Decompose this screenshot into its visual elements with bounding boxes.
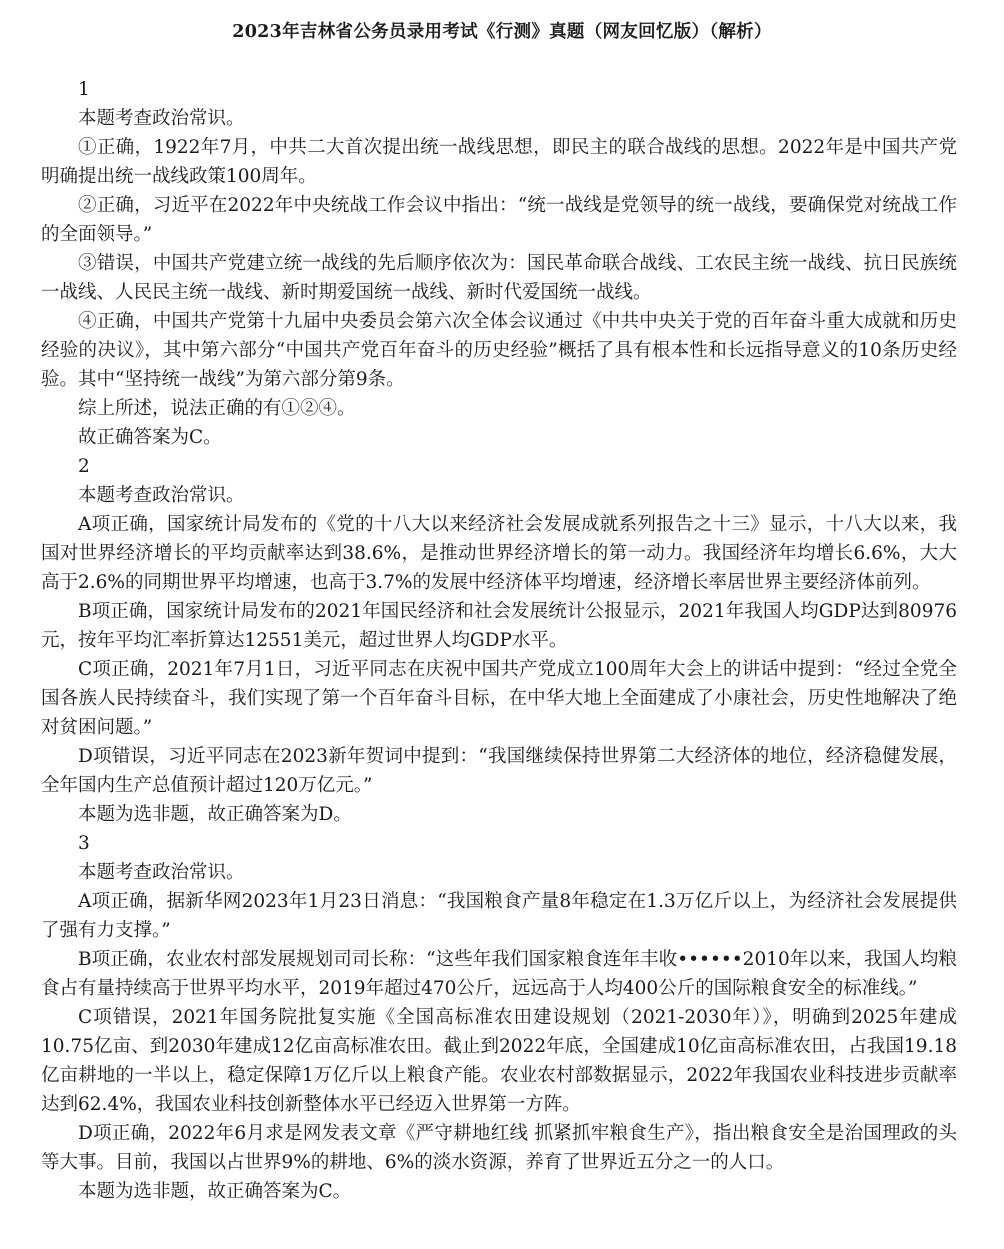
question-number: 1 <box>78 79 90 100</box>
document-title: 2023年吉林省公务员录用考试《行测》真题（网友回忆版）（解析） <box>232 22 772 42</box>
paragraph: ①正确，1922年7月，中共二大首次提出统一战线思想，即民主的联合战线的思想。2022年是中国共产党明确提出统一战线政策100周年。 <box>41 137 957 187</box>
paragraph: ②正确，习近平在2022年中央统战工作会议中指出：“统一战线是党领导的统一战线，要确保党对统战工作的全面领导。” <box>41 195 957 245</box>
answer-line: 本题为选非题，故正确答案为D。 <box>78 804 352 825</box>
paragraph: 综上所述，说法正确的有①②④。 <box>78 398 356 419</box>
paragraph: 本题考查政治常识。 <box>78 485 245 506</box>
paragraph: 本题考查政治常识。 <box>78 862 245 883</box>
paragraph: 本题考查政治常识。 <box>78 108 245 129</box>
question-number: 3 <box>78 833 90 854</box>
paragraph: C项正确，2021年7月1日，习近平同志在庆祝中国共产党成立100周年大会上的讲话中提到：“经过全党全国各族人民持续奋斗，我们实现了第一个百年奋斗目标，在中华大地上全面建成了小康社会，历史性地解决了绝对贫困问题。” <box>41 659 957 738</box>
paragraph: B项正确，农业农村部发展规划司司长称：“这些年我们国家粮食连年丰收••••••2010年以来，我国人均粮食占有量持续高于世界平均水平，2019年超过470公斤，远远高于人均400公斤的国际粮食安全的标准线。” <box>41 949 957 999</box>
paragraph: A项正确，据新华网2023年1月23日消息：“我国粮食产量8年稳定在1.3万亿斤以上，为经济社会发展提供了强有力支撑。” <box>41 891 957 941</box>
paragraph: A项正确，国家统计局发布的《党的十八大以来经济社会发展成就系列报告之十三》显示，十八大以来，我国对世界经济增长的平均贡献率达到38.6%，是推动世界经济增长的第一动力。我国经济年均增长6.6%，大大高于2.6%的同期世界平均增速，也高于3.7%的发展中经济体平均增速，经济增长率居世界主要经济体前列。 <box>41 514 957 593</box>
answer-line: 故正确答案为C。 <box>78 427 222 448</box>
paragraph: ④正确，中国共产党第十九届中央委员会第六次全体会议通过《中共中央关于党的百年奋斗重大成就和历史经验的决议》，其中第六部分“中国共产党百年奋斗的历史经验”概括了具有根本性和长远指导意义的10条历史经验。其中“坚持统一战线”为第六部分第9条。 <box>41 311 957 390</box>
paragraph: D项错误，习近平同志在2023新年贺词中提到：“我国继续保持世界第二大经济体的地位，经济稳健发展，全年国内生产总值预计超过120万亿元。” <box>41 746 957 796</box>
paragraph: C项错误，2021年国务院批复实施《全国高标准农田建设规划（2021-2030年）》，明确到2025年建成10.75亿亩、到2030年建成12亿亩高标准农田。截止到2022年底，全国建成10亿亩高标准农田，占我国19.18亿亩耕地的一半以上，稳定保障1万亿斤以上粮食产能。农业农村部数据显示，2022年我国农业科技进步贡献率达到62.4%，我国农业科技创新整体水平已经迈入世界第一方阵。 <box>41 1007 957 1115</box>
paragraph: B项正确，国家统计局发布的2021年国民经济和社会发展统计公报显示，2021年我国人均GDP达到80976元，按年平均汇率折算达12551美元，超过世界人均GDP水平。 <box>41 601 957 651</box>
paragraph: D项正确，2022年6月求是网发表文章《严守耕地红线 抓紧抓牢粮食生产》，指出粮食安全是治国理政的头等大事。目前，我国以占世界9%的耕地、6%的淡水资源，养育了世界近五分之一的人口。 <box>41 1123 957 1173</box>
question-number: 2 <box>78 456 90 477</box>
document-body <box>41 75 957 1206</box>
paragraph: ③错误，中国共产党建立统一战线的先后顺序依次为：国民革命联合战线、工农民主统一战线、抗日民族统一战线、人民民主统一战线、新时期爱国统一战线、新时代爱国统一战线。 <box>41 253 957 303</box>
answer-line: 本题为选非题，故正确答案为C。 <box>78 1181 352 1202</box>
